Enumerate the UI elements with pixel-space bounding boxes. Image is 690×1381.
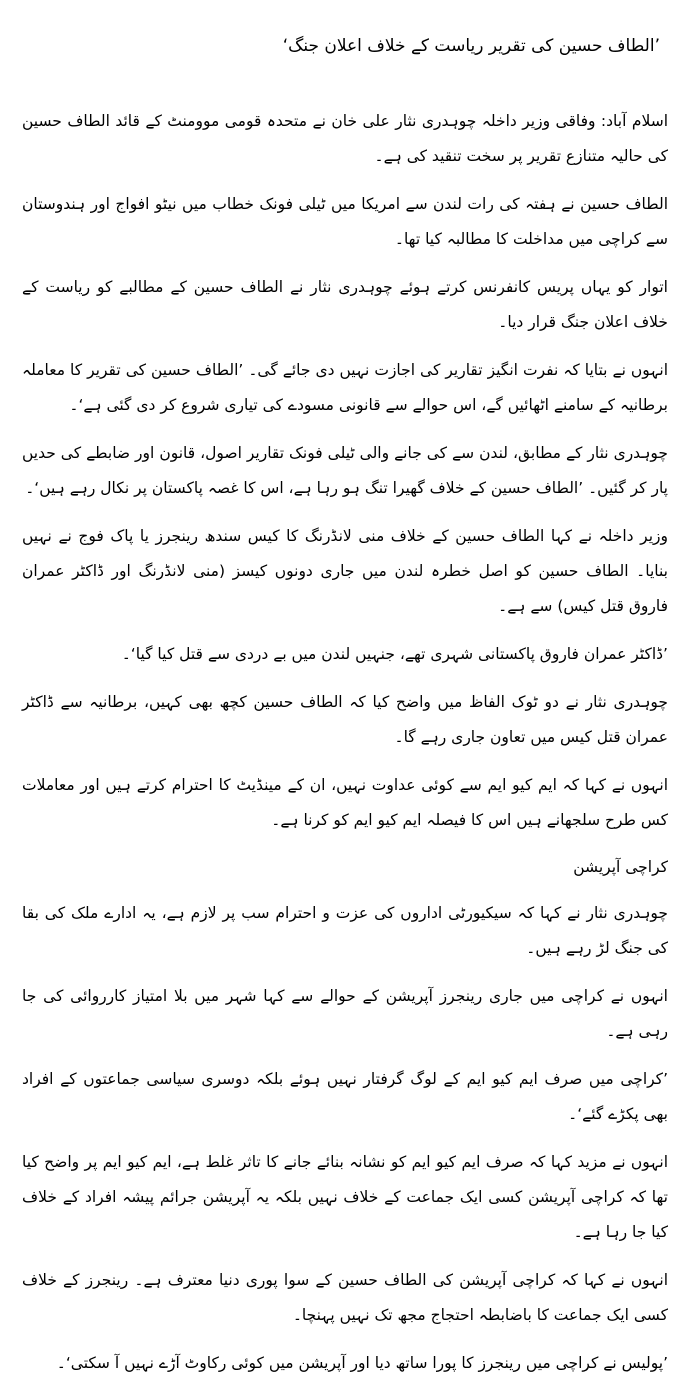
article-paragraph: ’ڈاکٹر عمران فاروق پاکستانی شہری تھے، جنہیں لندن میں بے دردی سے قتل کیا گیا‘۔ (121, 645, 668, 663)
article-paragraph: انہوں نے کراچی میں جاری رینجرز آپریشن کے حوالے سے کہا شہر میں بلا امتیاز کارروائی کی جا رہی ہے۔ (22, 987, 668, 1040)
article-paragraph: چوہدری نثار کے مطابق، لندن سے کی جانے والی ٹیلی فونک تقاریر اصول، قانون اور ضابطے کی حدیں پار کر گئیں۔ ’الطاف حسین کے خلاف گھیرا تنگ ہو رہا ہے، اس کا غصہ پاکستان پر نکال رہے ہیں‘۔ (22, 444, 668, 497)
article-paragraph: الطاف حسین نے ہفتہ کی رات لندن سے امریکا میں ٹیلی فونک خطاب میں نیٹو افواج اور ہندوستان سے کراچی میں مداخلت کا مطالبہ کیا تھا۔ (22, 195, 668, 248)
article-paragraph: اتوار کو یہاں پریس کانفرنس کرتے ہوئے چوہدری نثار نے الطاف حسین کے مطالبے کو ریاست کے خلاف اعلان جنگ قرار دیا۔ (22, 278, 668, 331)
article-body (22, 104, 668, 1381)
article-paragraph: چوہدری نثار نے کہا کہ سیکیورٹی اداروں کی عزت و احترام سب پر لازم ہے، یہ ادارے ملک کی بقا کی جنگ لڑ رہے ہیں۔ (22, 904, 668, 957)
article-paragraph: ’کراچی میں صرف ایم کیو ایم کے لوگ گرفتار نہیں ہوئے بلکہ دوسری سیاسی جماعتوں کے افراد بھی پکڑے گئے‘۔ (22, 1070, 668, 1123)
article-paragraph: ’پولیس نے کراچی میں رینجرز کا پورا ساتھ دیا اور آپریشن میں کوئی رکاوٹ آڑے نہیں آ سکتی‘۔ (56, 1354, 668, 1372)
article-paragraph: انہوں نے کہا کہ کراچی آپریشن کی الطاف حسین کے سوا پوری دنیا معترف ہے۔ رینجرز کے خلاف کسی ایک جماعت کا باضابطہ احتجاج مجھ تک نہیں پہنچا۔ (22, 1271, 668, 1324)
section-subheading: کراچی آپریشن (573, 858, 668, 876)
article-paragraph: انہوں نے مزید کہا کہ صرف ایم کیو ایم کو نشانہ بنائے جانے کا تاثر غلط ہے، ایم کیو ایم پر واضح کیا تھا کہ کراچی آپریشن کسی ایک جماعت کے خلاف نہیں بلکہ یہ آپریشن جرائم پیشہ افراد کے خلاف کیا جا رہا ہے۔ (22, 1153, 668, 1241)
article-paragraph: اسلام آباد: وفاقی وزیر داخلہ چوہدری نثار علی خان نے متحدہ قومی موومنٹ کے قائد الطاف حسین کی حالیہ متنازع تقریر پر سخت تنقید کی ہے۔ (22, 112, 668, 165)
article-headline: ’الطاف حسین کی تقریر ریاست کے خلاف اعلان جنگ‘ (282, 36, 660, 56)
article-paragraph: انہوں نے کہا کہ ایم کیو ایم سے کوئی عداوت نہیں، ان کے مینڈیٹ کا احترام کرتے ہیں اور معاملات کس طرح سلجھانے ہیں اس کا فیصلہ ایم کیو ایم کو کرنا ہے۔ (22, 776, 668, 829)
article-paragraph: چوہدری نثار نے دو ٹوک الفاظ میں واضح کیا کہ الطاف حسین کچھ بھی کہیں، برطانیہ سے ڈاکٹر عمران قتل کیس میں تعاون جاری رہے گا۔ (22, 693, 668, 746)
article-paragraph: وزیر داخلہ نے کہا الطاف حسین کے خلاف منی لانڈرنگ کا کیس سندھ رینجرز یا پاک فوج نے نہیں بنایا۔ الطاف حسین کو اصل خطرہ لندن میں جاری دونوں کیسز (منی لانڈرنگ اور ڈاکٹر عمران فاروق قتل کیس) سے ہے۔ (22, 527, 668, 615)
article-paragraph: انہوں نے بتایا کہ نفرت انگیز تقاریر کی اجازت نہیں دی جائے گی۔ ’الطاف حسین کی تقریر کا معاملہ برطانیہ کے سامنے اٹھائیں گے، اس حوالے سے قانونی مسودے کی تیاری شروع کر دی گئی ہے‘۔ (22, 361, 668, 414)
